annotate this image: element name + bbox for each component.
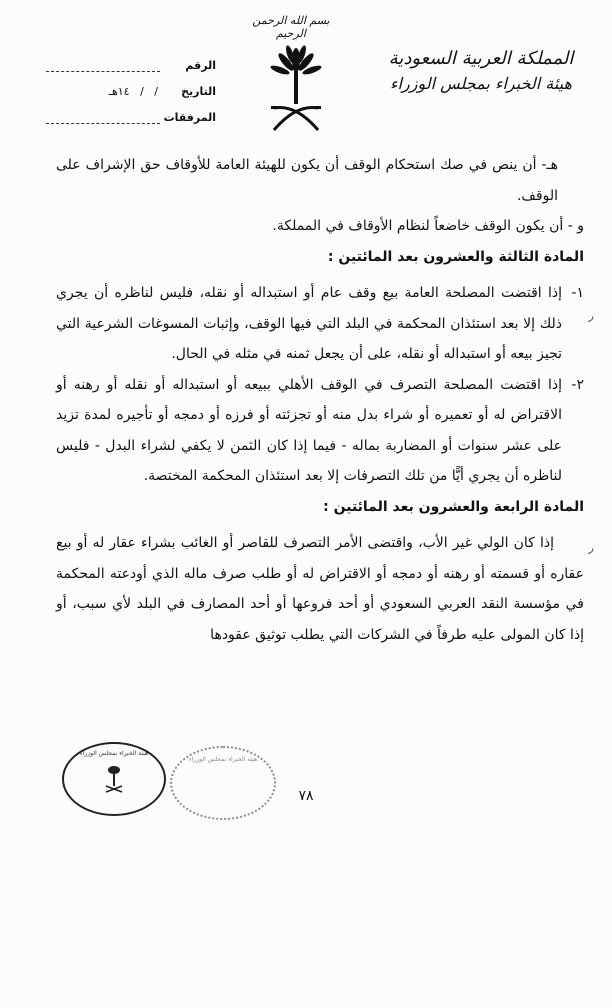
article-223-item-1 <box>56 278 584 370</box>
date-row <box>46 72 216 98</box>
stamp-emblem-icon <box>104 764 124 794</box>
date-label: التاريخ <box>181 85 216 98</box>
date-value: / / ١٤هـ <box>108 85 158 98</box>
organization-header <box>376 46 586 96</box>
binding-mark-icon: ◞ <box>588 540 594 556</box>
page-number: ٧٨ <box>298 788 314 804</box>
org-authority: هيئة الخبراء بمجلس الوزراء <box>390 74 572 93</box>
binding-mark-icon: ◞ <box>588 308 594 324</box>
article-223-item-2 <box>56 370 584 492</box>
item-text: إذا اقتضت المصلحة العامة بيع وقف عام أو استبداله أو نقله، فليس لناظره أن يجري ذلك إلا بعد استئذان المحكمة في البلد التي فيها الوقف، وإثبات المسوغات الشرعية التي تجيز بيعه أو استبداله أو نقله، على أن يجعل ثمنه في مثله في الحال. <box>56 285 562 362</box>
attachments-label: المرفقات <box>163 111 216 124</box>
document-body <box>56 150 584 650</box>
item-number: ٢- <box>571 376 584 393</box>
attachments-row <box>46 98 216 124</box>
item-text: إذا اقتضت المصلحة التصرف في الوقف الأهلي ببيعه أو استبداله أو نقله أو رهنه أو الاقتراض له أو تعميره أو شراء بدل منه أو تجزئته أو فرزه أو دمجه أو تأجيره لمدة تزيد على عشر سنوات أو المضاربة بماله - فيما إذا كان الثمن لا يكفي لشراء البدل - فليس لناظره أن يجري أيًّا من تلك التصرفات إلا بعد استئذان المحكمة المختصة. <box>56 376 562 484</box>
ref-row <box>46 46 216 72</box>
faded-seal-stamp <box>170 746 276 820</box>
article-224-heading: المادة الرابعة والعشرون بعد المائتين : <box>323 498 584 515</box>
ref-line <box>46 59 160 72</box>
item-number: ١- <box>571 285 584 301</box>
clause-w: و - أن يكون الوقف خاضعاً لنظام الأوقاف في المملكة. <box>272 218 584 234</box>
stamp-text: هيئة الخبراء بمجلس الوزراء <box>188 756 258 763</box>
official-seal-stamp <box>62 742 166 816</box>
basmala-text: بسم الله الرحمن الرحيم <box>252 14 330 40</box>
article-223-heading: المادة الثالثة والعشرون بعد المائتين : <box>327 248 584 265</box>
org-country: المملكة العربية السعودية <box>388 48 574 69</box>
clause-h: هـ- أن ينص في صك استحكام الوقف أن يكون للهيئة العامة للأوقاف حق الإشراف على الوقف. <box>56 157 558 204</box>
stamp-text: هيئة الخبراء بمجلس الوزراء <box>79 750 149 757</box>
ref-label: الرقم <box>185 59 216 72</box>
article-224-text: إذا كان الولي غير الأب، واقتضى الأمر التصرف للقاصر أو الغائب بشراء عقار له أو بيع عقاره أو قسمته أو رهنه أو دمجه أو الاقتراض له أو طلب صرف ماله الذي أودعته المحكمة في مؤسسة النقد العربي السعودي أو أحد فروعها أو أحد المصارف في البلد لأي سبب، أو إذا كان المولى عليه طرفاً في الشركات التي يطلب توثيق عقودها <box>56 535 584 643</box>
attachments-line <box>46 111 160 124</box>
reference-block <box>46 46 216 124</box>
saudi-emblem-icon <box>266 44 326 134</box>
